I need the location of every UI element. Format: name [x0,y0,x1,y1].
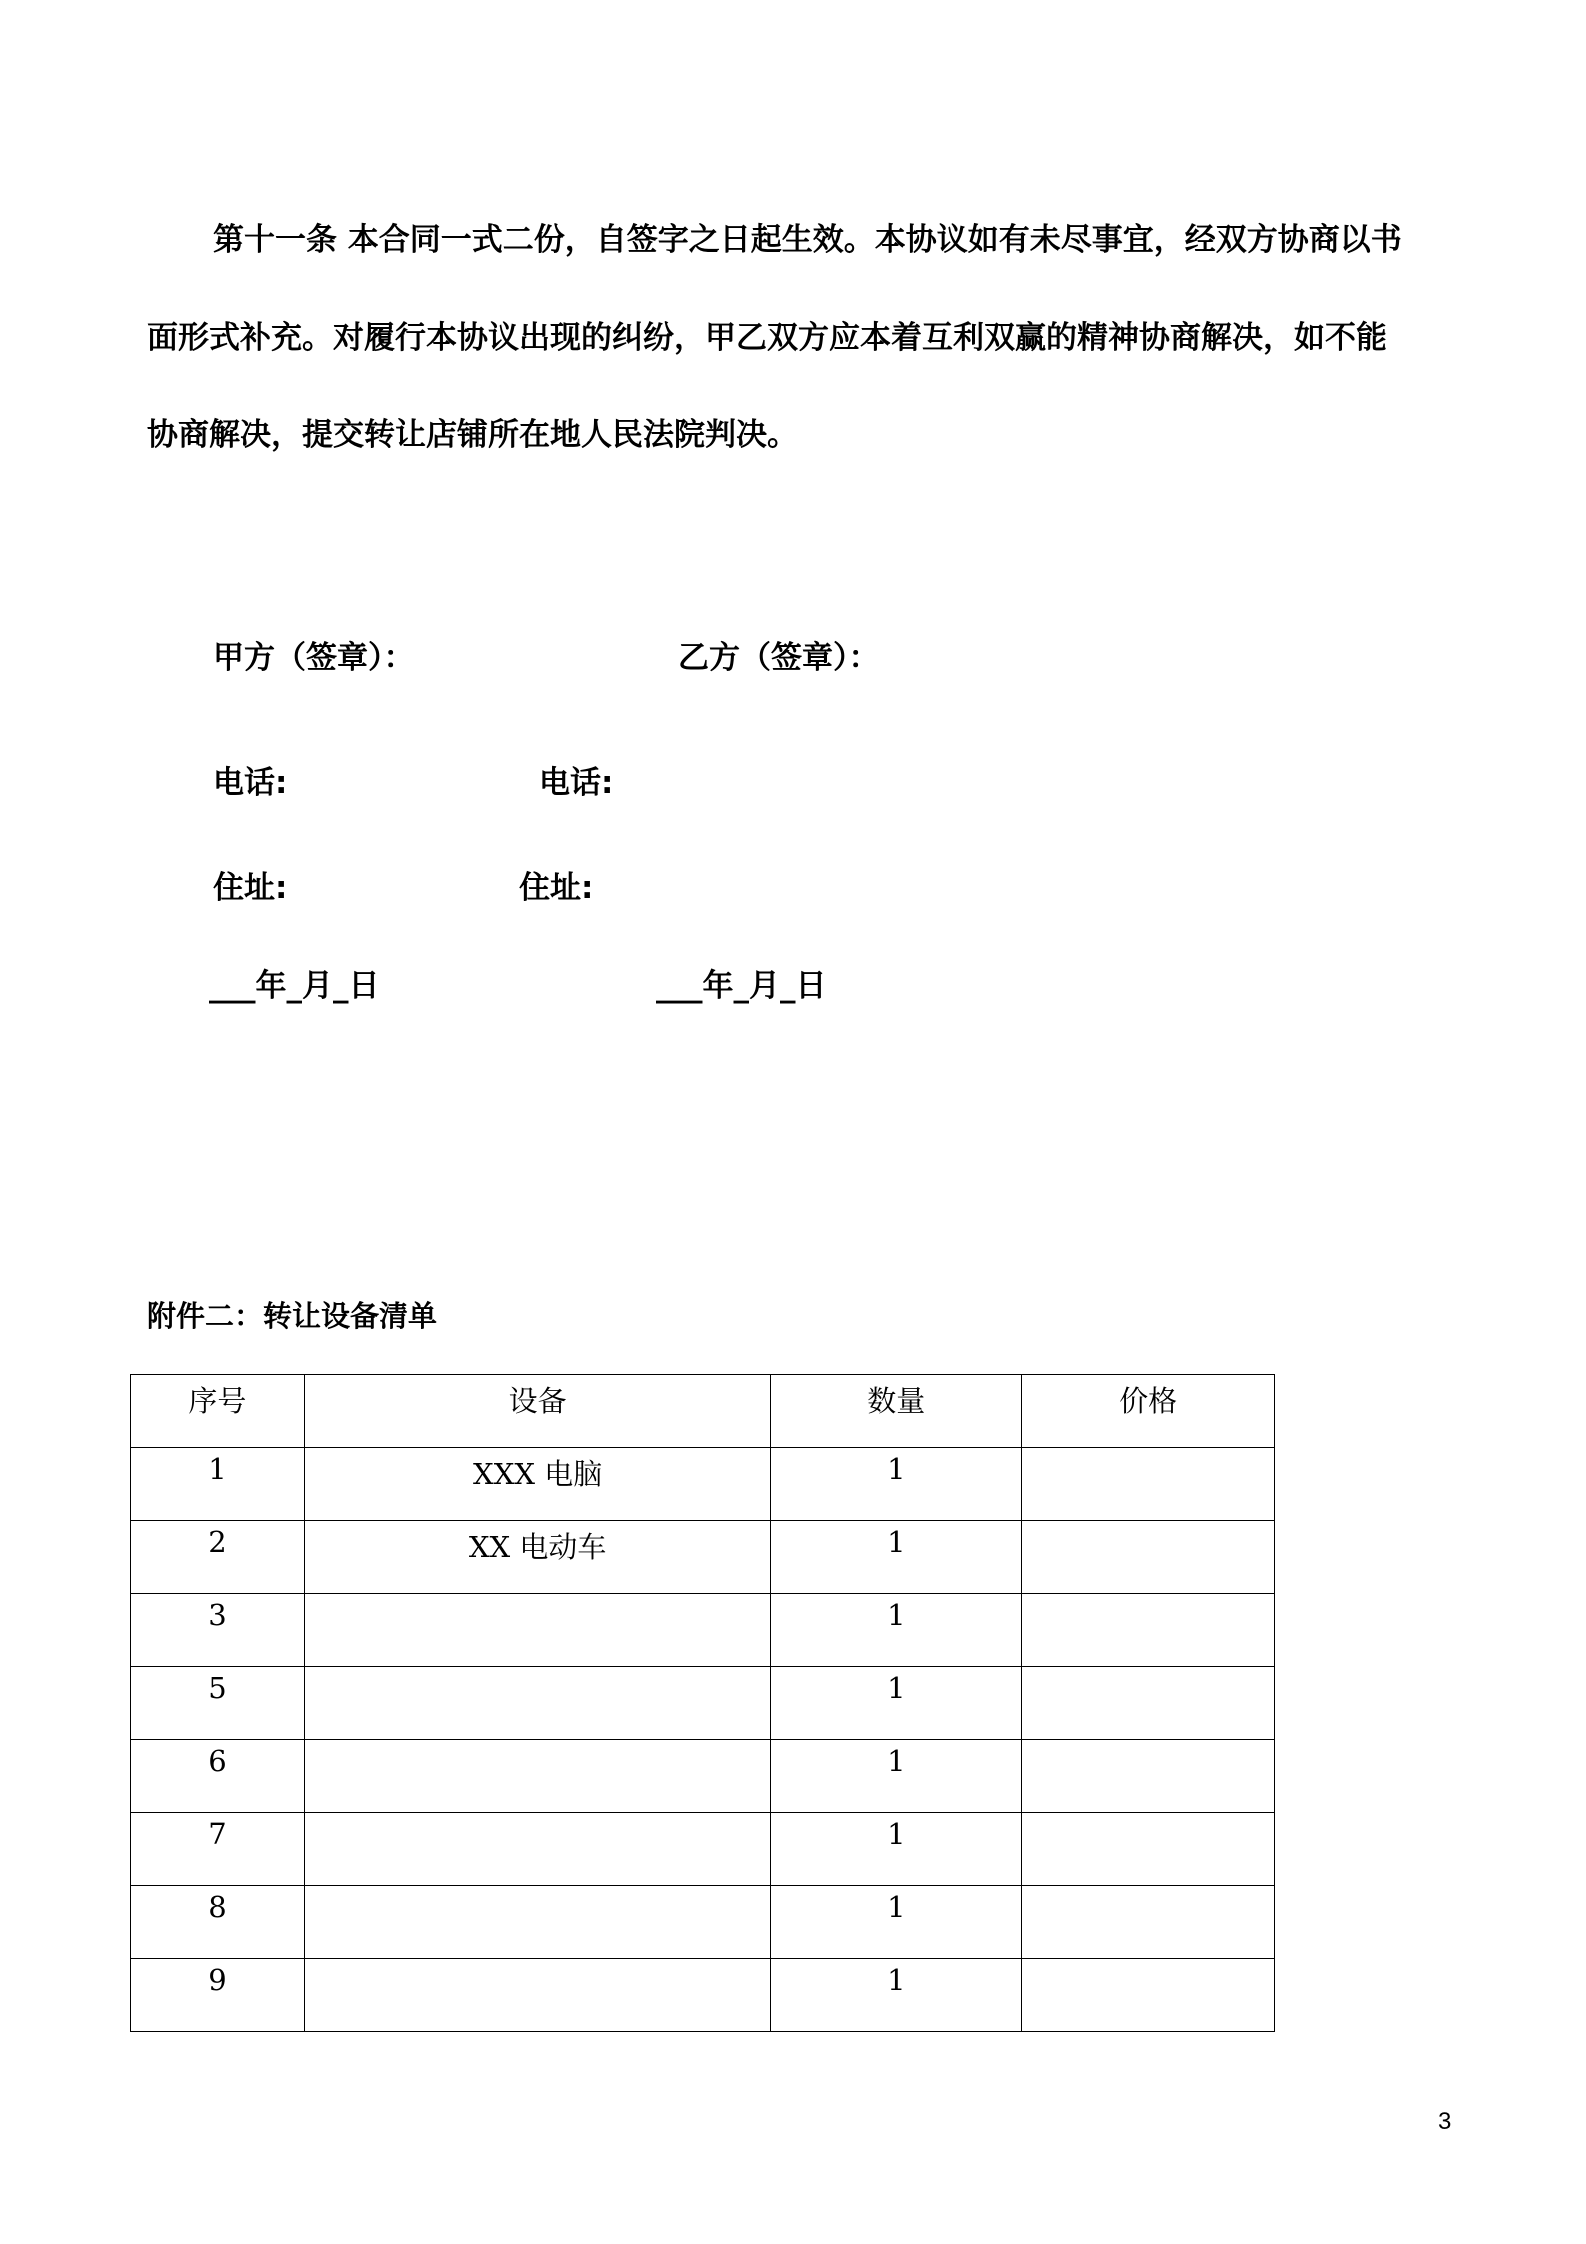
party-a-signature-label: 甲方（签章）： [213,640,415,676]
cell-price [1022,1667,1275,1740]
cell-equipment [304,1813,771,1886]
cell-quantity: 1 [771,1959,1022,2032]
cell-equipment [304,1667,771,1740]
table-header-row [131,1375,1275,1448]
cell-index: 8 [131,1886,305,1959]
table-row [131,1813,1275,1886]
cell-index: 5 [131,1667,305,1740]
cell-price [1022,1448,1275,1521]
header-index: 序号 [131,1375,305,1448]
cell-equipment: XX 电动车 [304,1521,771,1594]
party-b-address-label: 住址: [519,870,594,906]
table-row [131,1667,1275,1740]
cell-price [1022,1521,1275,1594]
equipment-table [130,1374,1275,2032]
cell-equipment: XXX 电脑 [304,1448,771,1521]
cell-equipment [304,1959,771,2032]
cell-index: 3 [131,1594,305,1667]
appendix-title: 附件二：转让设备清单 [147,1299,438,1333]
cell-index: 6 [131,1740,305,1813]
cell-quantity: 1 [771,1740,1022,1813]
table-row [131,1959,1275,2032]
cell-index: 9 [131,1959,305,2032]
table-row [131,1521,1275,1594]
article-11-line-1: 第十一条 本合同一式二份，自签字之日起生效。本协议如有未尽事宜，经双方协商以书 [213,222,1402,258]
party-a-date: ___年_月_日 [209,968,380,1004]
cell-quantity: 1 [771,1448,1022,1521]
article-11-line-2: 面形式补充。对履行本协议出现的纠纷，甲乙双方应本着互利双赢的精神协商解决，如不能 [147,320,1387,356]
party-b-date: ___年_月_日 [656,968,827,1004]
cell-index: 1 [131,1448,305,1521]
cell-equipment [304,1740,771,1813]
header-price: 价格 [1022,1375,1275,1448]
header-equipment: 设备 [304,1375,771,1448]
table-row [131,1740,1275,1813]
cell-quantity: 1 [771,1667,1022,1740]
cell-equipment [304,1886,771,1959]
cell-quantity: 1 [771,1813,1022,1886]
table-row [131,1448,1275,1521]
table-row [131,1886,1275,1959]
cell-price [1022,1959,1275,2032]
table-row [131,1594,1275,1667]
party-b-signature-label: 乙方（签章）： [678,640,880,676]
cell-price [1022,1886,1275,1959]
cell-price [1022,1594,1275,1667]
header-quantity: 数量 [771,1375,1022,1448]
article-11-line-3: 协商解决，提交转让店铺所在地人民法院判决。 [147,417,798,453]
party-b-phone-label: 电话: [539,765,614,801]
party-a-phone-label: 电话: [213,765,288,801]
cell-quantity: 1 [771,1886,1022,1959]
cell-index: 2 [131,1521,305,1594]
cell-price [1022,1813,1275,1886]
cell-equipment [304,1594,771,1667]
page-number: 3 [1438,2108,1452,2135]
cell-index: 7 [131,1813,305,1886]
cell-quantity: 1 [771,1594,1022,1667]
party-a-address-label: 住址: [213,870,288,906]
cell-quantity: 1 [771,1521,1022,1594]
cell-price [1022,1740,1275,1813]
